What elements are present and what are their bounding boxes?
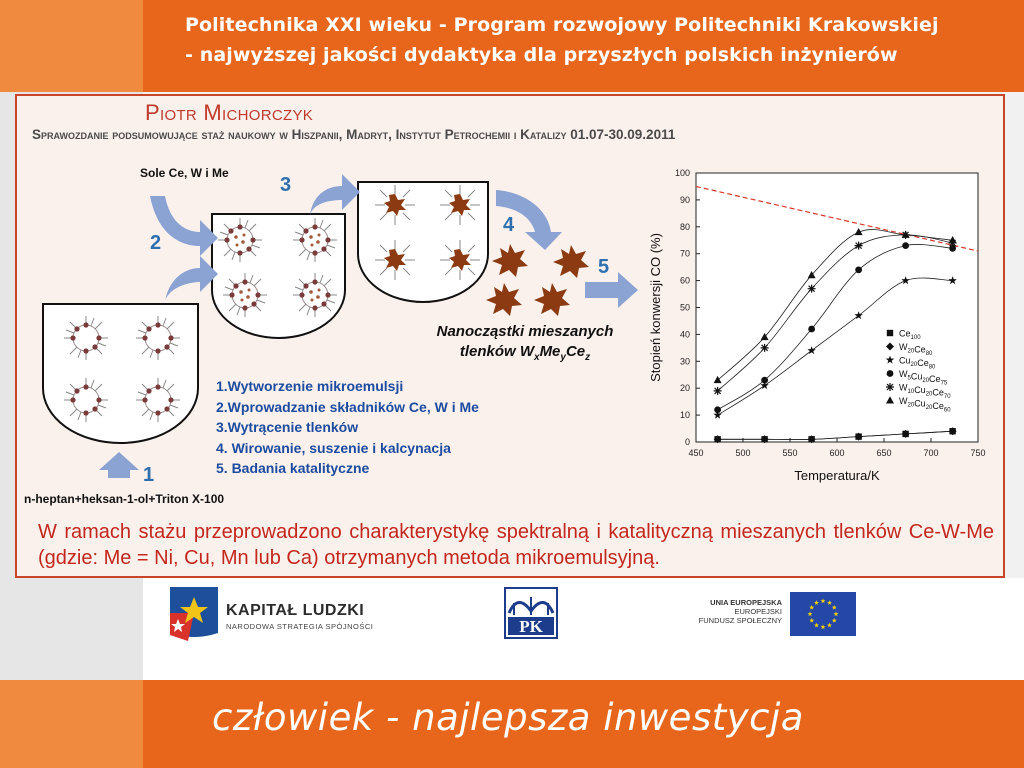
x-tick-label: 500	[735, 448, 751, 458]
nano-caption-line-2: tlenków $W_xMe_yCe_z$	[459, 343, 591, 363]
y-tick-label: 0	[684, 437, 690, 447]
data-point	[808, 326, 815, 333]
pk-logo	[504, 587, 558, 639]
y-tick-label: 80	[679, 221, 690, 232]
footer-left-block	[0, 680, 143, 768]
y-tick-label: 90	[679, 194, 690, 205]
x-tick-label: 650	[876, 448, 892, 458]
legend-label: $W_{20}Cu_{20}Ce_{60}$	[899, 396, 951, 414]
process-step: 4. Wirowanie, suszenie i kalcynacja	[216, 439, 451, 456]
legend-marker	[887, 370, 894, 377]
footer-banner	[0, 680, 1024, 768]
data-point	[902, 242, 909, 249]
report-title: Sprawozdanie podsumowujące staż naukowy w Hiszpanii, Madryt, Instytut Petrochemii i Katalizy 01.07-30.09.2011	[32, 127, 676, 142]
step-number-3: 3	[280, 174, 292, 196]
y-tick-label: 60	[679, 275, 690, 286]
y-tick-label: 20	[679, 383, 690, 394]
x-tick-label: 550	[782, 448, 798, 458]
nanoparticles	[486, 244, 589, 316]
process-step: 1.Wytworzenie mikroemulsji	[216, 378, 404, 394]
mixing-vessel	[212, 214, 345, 338]
legend-label: $Ce_{100}$	[899, 328, 921, 341]
y-tick-label: 30	[679, 356, 690, 367]
kapital-ludzki-logo	[164, 583, 222, 645]
footer-slogan: człowiek - najlepsza inwestycja	[212, 696, 804, 739]
legend-marker	[887, 330, 893, 336]
legend-label: $W_{20}Ce_{80}$	[899, 342, 933, 357]
data-point	[855, 266, 862, 273]
kapital-ludzki-title: KAPITAŁ LUDZKI	[226, 602, 365, 619]
legend-marker	[886, 383, 894, 391]
step-number-2: 2	[150, 232, 162, 254]
legend-label: $W_5Cu_{20}Ce_{75}$	[899, 369, 948, 387]
y-tick-label: 10	[679, 410, 690, 421]
data-point	[714, 406, 721, 413]
salts-label: Sole Ce, W i Me	[140, 166, 229, 180]
process-step: 3.Wytrącenie tlenków	[216, 419, 359, 435]
x-tick-label: 700	[923, 448, 939, 458]
y-tick-label: 40	[679, 329, 690, 340]
x-axis-label: Temperatura/K	[794, 468, 880, 483]
co-conversion-chart	[630, 160, 1000, 490]
eu-line-2: EUROPEJSKI	[734, 607, 782, 616]
data-point	[761, 377, 768, 384]
pk-logo-text: PK	[519, 617, 543, 636]
summary-text: W ramach stażu przeprowadzono charakterystykę spektralną i katalityczną mieszanych tlenków Ce-W-Me (gdzie: Me = Ni, Cu, Mn lub Ca) otrzymanych metoda mikroemulsyjną.	[38, 521, 994, 569]
step-number-4: 4	[503, 214, 515, 236]
chart-svg	[630, 160, 1000, 490]
process-step: 2.Wprowadzanie składników Ce, W i Me	[216, 398, 479, 415]
legend-label: $W_{10}Cu_{20}Ce_{70}$	[899, 382, 951, 400]
header-title-line-1: Politechnika XXI wieku - Program rozwojowy Politechniki Krakowskiej	[185, 14, 939, 36]
nanoparticles-caption	[420, 322, 630, 368]
nano-caption-line-1: Nanocząstki mieszanych	[436, 323, 614, 340]
header-title-line-2: - najwyższej jakości dydaktyka dla przyszłych polskich inżynierów	[185, 44, 898, 66]
y-axis-label: Stopień konwersji CO (%)	[648, 233, 663, 382]
data-point	[855, 242, 863, 250]
x-tick-label: 450	[688, 448, 704, 458]
legend-label: $Cu_{20}Ce_{80}$	[899, 355, 936, 371]
precipitation-vessel	[358, 182, 488, 302]
eu-text	[680, 598, 782, 625]
author-name: Piotr Michorczyk	[145, 100, 314, 125]
data-point	[761, 344, 769, 352]
y-tick-label: 100	[674, 168, 690, 178]
eu-line-1: UNIA EUROPEJSKA	[710, 598, 782, 607]
x-tick-label: 750	[970, 448, 986, 458]
emulsion-vessel	[43, 304, 198, 443]
process-step: 5. Badania katalityczne	[216, 460, 370, 476]
process-steps-list	[216, 376, 479, 479]
step-number-5: 5	[598, 256, 610, 278]
data-point	[714, 387, 722, 395]
y-tick-label: 50	[679, 302, 690, 313]
eu-flag-icon	[790, 592, 856, 636]
eu-line-3: FUNDUSZ SPOŁECZNY	[698, 616, 782, 625]
emulsion-composition-label: n-heptan+heksan-1-ol+Triton X-100	[24, 492, 225, 506]
kapital-ludzki-subtitle: NARODOWA STRATEGIA SPÓJNOŚCI	[226, 622, 374, 631]
data-point	[808, 285, 816, 293]
step-number-1: 1	[143, 464, 155, 486]
x-tick-label: 600	[829, 448, 845, 458]
y-tick-label: 70	[679, 248, 690, 259]
